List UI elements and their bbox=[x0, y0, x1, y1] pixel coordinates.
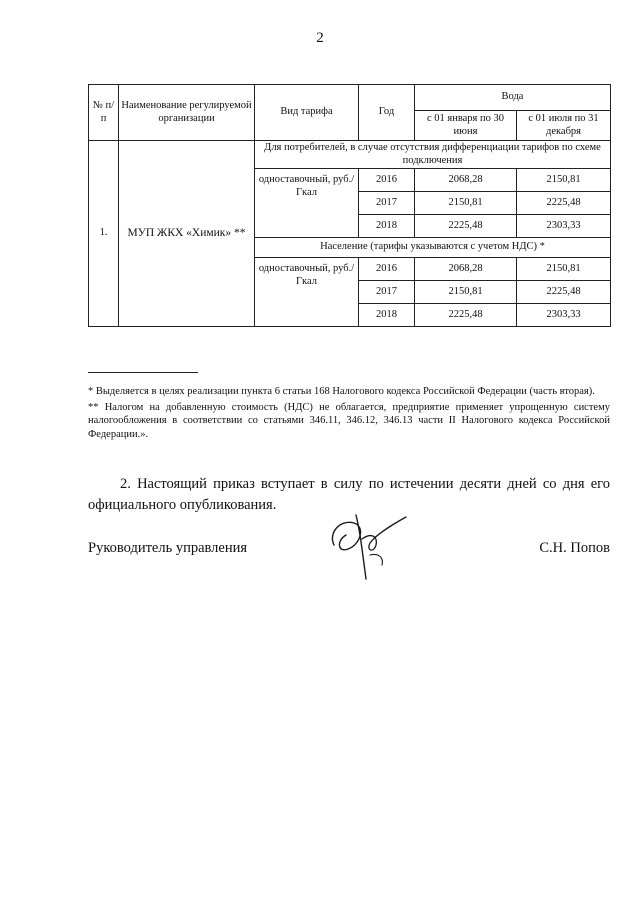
footnote-divider bbox=[88, 372, 198, 373]
year-cell: 2017 bbox=[359, 281, 415, 304]
page-number: 2 bbox=[316, 30, 324, 46]
year-cell: 2018 bbox=[359, 215, 415, 238]
year-cell: 2016 bbox=[359, 258, 415, 281]
period-2-value: 2225,48 bbox=[517, 192, 611, 215]
period-1-value: 2068,28 bbox=[415, 258, 517, 281]
header-period-1: с 01 января по 30 июня bbox=[415, 111, 517, 141]
signatory-name: С.Н. Попов bbox=[539, 540, 610, 556]
organization-name: МУП ЖКХ «Химик» ** bbox=[119, 141, 255, 327]
header-period-2: с 01 июля по 31 декабря bbox=[517, 111, 611, 141]
section-note: Население (тарифы указываются с учетом НДС) * bbox=[255, 238, 611, 258]
period-2-value: 2303,33 bbox=[517, 304, 611, 327]
period-1-value: 2225,48 bbox=[415, 304, 517, 327]
header-num: № п/п bbox=[89, 85, 119, 141]
period-2-value: 2225,48 bbox=[517, 281, 611, 304]
header-year: Год bbox=[359, 85, 415, 141]
footnotes bbox=[88, 385, 610, 444]
order-paragraph: 2. Настоящий приказ вступает в силу по истечении десяти дней со дня его официального опубликования. bbox=[88, 476, 610, 514]
tariff-table bbox=[88, 84, 611, 327]
row-number: 1. bbox=[89, 141, 119, 327]
handwritten-signature bbox=[326, 505, 416, 585]
period-1-value: 2150,81 bbox=[415, 281, 517, 304]
footnote-1: * Выделяется в целях реализации пункта 6 статьи 168 Налогового кодекса Российской Федерации (часть вторая). bbox=[88, 386, 595, 397]
period-1-value: 2225,48 bbox=[415, 215, 517, 238]
footnote-2: ** Налогом на добавленную стоимость (НДС) не облагается, предприятие применяет упрощенную систему налогообложения в соответствии со статьями 346.11, 346.12, 346.13 части II Налогового кодекса Российской Федерации.». bbox=[88, 401, 610, 440]
header-org-name: Наименование регулируемой организации bbox=[119, 85, 255, 141]
signatory-title: Руководитель управления bbox=[88, 540, 248, 556]
period-2-value: 2150,81 bbox=[517, 258, 611, 281]
header-water: Вода bbox=[415, 85, 611, 111]
year-cell: 2018 bbox=[359, 304, 415, 327]
year-cell: 2017 bbox=[359, 192, 415, 215]
section-note: Для потребителей, в случае отсутствия дифференциации тарифов по схеме подключения bbox=[255, 141, 611, 169]
header-tariff-type: Вид тарифа bbox=[255, 85, 359, 141]
tariff-type-cell: одноставочный, руб./Гкал bbox=[255, 169, 359, 238]
period-2-value: 2303,33 bbox=[517, 215, 611, 238]
year-cell: 2016 bbox=[359, 169, 415, 192]
period-1-value: 2150,81 bbox=[415, 192, 517, 215]
period-2-value: 2150,81 bbox=[517, 169, 611, 192]
period-1-value: 2068,28 bbox=[415, 169, 517, 192]
tariff-type-cell: одноставочный, руб./Гкал bbox=[255, 258, 359, 327]
